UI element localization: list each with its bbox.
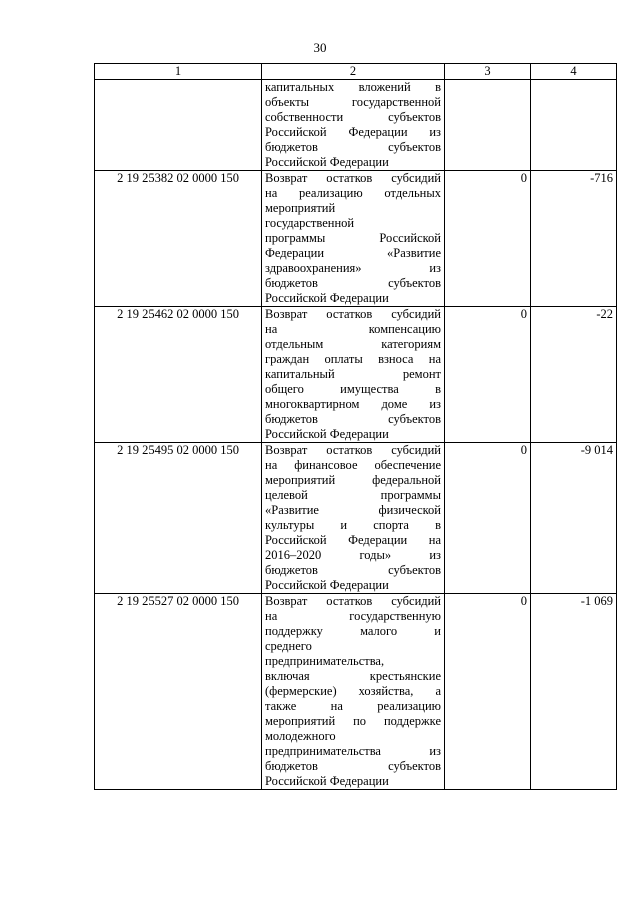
description-line: культуры и спорта в (265, 518, 441, 532)
description-line: Российской Федерации (265, 427, 389, 441)
column-4-value: -9 014 (531, 443, 617, 594)
description-line: государственной (265, 216, 355, 230)
column-4-value (531, 80, 617, 171)
column-header-1: 1 (95, 64, 262, 80)
budget-code-cell: 2 19 25462 02 0000 150 (95, 307, 262, 443)
column-3-value: 0 (445, 171, 531, 307)
description-line: включая крестьянские (265, 669, 441, 683)
description-line: Российской Федерации (265, 578, 389, 592)
table-row (95, 307, 617, 443)
column-header-4: 4 (531, 64, 617, 80)
description-cell (262, 307, 445, 443)
description-line: бюджетов субъектов (265, 140, 441, 154)
description-line: программы Российской (265, 231, 441, 245)
page-number: 30 (313, 40, 327, 55)
description-line: граждан оплаты взноса на (265, 352, 441, 366)
description-line: на финансовое обеспечение (265, 458, 441, 472)
description-line: мероприятий (265, 201, 336, 215)
column-4-value: -22 (531, 307, 617, 443)
description-line: предпринимательства из (265, 744, 441, 758)
column-4-value: -716 (531, 171, 617, 307)
column-3-value: 0 (445, 307, 531, 443)
description-line: бюджетов субъектов (265, 276, 441, 290)
description-line: бюджетов субъектов (265, 759, 441, 773)
table-row (95, 171, 617, 307)
description-line: Российской Федерации (265, 774, 389, 788)
description-line: капитальных вложений в (265, 80, 441, 94)
column-header-2: 2 (262, 64, 445, 80)
description-line: Возврат остатков субсидий (265, 594, 441, 608)
description-line: бюджетов субъектов (265, 563, 441, 577)
description-line: мероприятий по поддержке (265, 714, 441, 728)
column-3-value (445, 80, 531, 171)
budget-table (94, 63, 617, 790)
description-line: Российской Федерации (265, 155, 389, 169)
table-row (95, 443, 617, 594)
description-line: многоквартирном доме из (265, 397, 441, 411)
budget-code-cell (95, 80, 262, 171)
description-line: Возврат остатков субсидий (265, 443, 441, 457)
description-line: Российской Федерации из (265, 125, 441, 139)
budget-code-cell: 2 19 25382 02 0000 150 (95, 171, 262, 307)
description-line: объекты государственной (265, 95, 441, 109)
column-3-value: 0 (445, 443, 531, 594)
description-line: Российской Федерации (265, 291, 389, 305)
table-body (95, 80, 617, 790)
description-cell (262, 80, 445, 171)
description-cell (262, 443, 445, 594)
description-line: мероприятий федеральной (265, 473, 441, 487)
description-line: капитальный ремонт (265, 367, 441, 381)
description-line: собственности субъектов (265, 110, 441, 124)
description-line: на государственную (265, 609, 441, 623)
description-line: Возврат остатков субсидий (265, 171, 441, 185)
description-line: на компенсацию (265, 322, 441, 336)
description-cell (262, 594, 445, 790)
description-line: поддержку малого и (265, 624, 441, 638)
description-line: Российской Федерации на (265, 533, 441, 547)
description-line: (фермерские) хозяйства, а (265, 684, 441, 698)
budget-code-cell: 2 19 25527 02 0000 150 (95, 594, 262, 790)
table-row (95, 594, 617, 790)
description-line: отдельным категориям (265, 337, 441, 351)
description-line: «Развитие физической (265, 503, 441, 517)
description-line: здравоохранения» из (265, 261, 441, 275)
description-line: среднего (265, 639, 312, 653)
table-row (95, 80, 617, 171)
description-line: предпринимательства, (265, 654, 385, 668)
description-line: 2016–2020 годы» из (265, 548, 441, 562)
description-line: на реализацию отдельных (265, 186, 441, 200)
description-line: Федерации «Развитие (265, 246, 441, 260)
column-3-value: 0 (445, 594, 531, 790)
description-line: также на реализацию (265, 699, 441, 713)
description-line: молодежного (265, 729, 336, 743)
table-header (95, 64, 617, 80)
description-line: общего имущества в (265, 382, 441, 396)
description-cell (262, 171, 445, 307)
column-4-value: -1 069 (531, 594, 617, 790)
description-line: Возврат остатков субсидий (265, 307, 441, 321)
description-line: бюджетов субъектов (265, 412, 441, 426)
budget-code-cell: 2 19 25495 02 0000 150 (95, 443, 262, 594)
description-line: целевой программы (265, 488, 441, 502)
column-header-3: 3 (445, 64, 531, 80)
